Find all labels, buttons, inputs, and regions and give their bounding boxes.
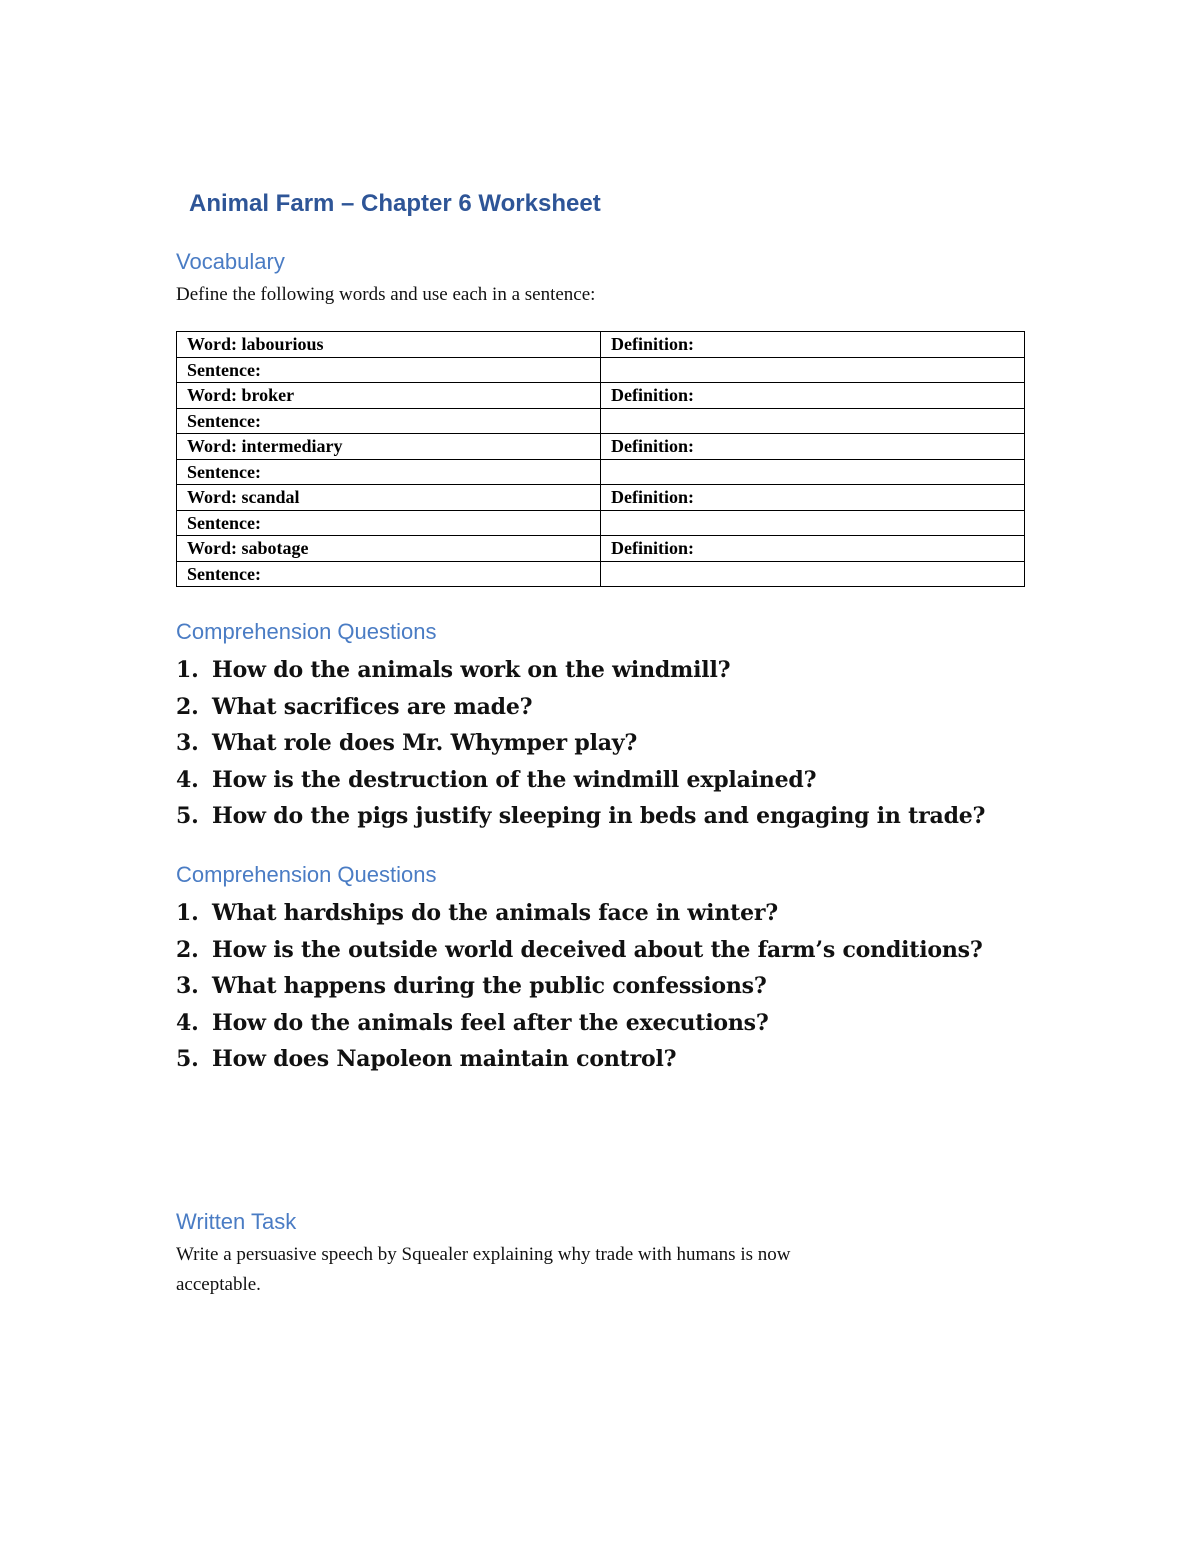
definition-cell: Definition: (601, 536, 1025, 562)
table-row (177, 561, 1025, 587)
empty-cell (601, 510, 1025, 536)
vocabulary-heading: Vocabulary (176, 249, 285, 274)
empty-cell (601, 561, 1025, 587)
table-row (177, 510, 1025, 536)
empty-cell (601, 408, 1025, 434)
list-item: 3. What happens during the public confessions? (176, 973, 767, 1000)
table-row (177, 383, 1025, 409)
table-row (177, 485, 1025, 511)
vocabulary-table (176, 331, 1025, 587)
definition-cell: Definition: (601, 434, 1025, 460)
sentence-cell: Sentence: (177, 459, 601, 485)
list-item: 3. What role does Mr. Whymper play? (176, 730, 638, 757)
sentence-cell: Sentence: (177, 408, 601, 434)
definition-cell: Definition: (601, 383, 1025, 409)
list-item: 2. What sacrifices are made? (176, 693, 533, 720)
word-cell: Word: labourious (177, 332, 601, 358)
list-item: 4. How do the animals feel after the executions? (176, 1009, 769, 1036)
empty-cell (601, 357, 1025, 383)
list-item: 5. How do the pigs justify sleeping in beds and engaging in trade? (176, 803, 986, 830)
word-cell: Word: broker (177, 383, 601, 409)
comprehension-list-1 (176, 652, 985, 835)
comprehension-heading-2: Comprehension Questions (176, 862, 437, 887)
definition-cell: Definition: (601, 332, 1025, 358)
word-cell: Word: scandal (177, 485, 601, 511)
list-item: 5. How does Napoleon maintain control? (176, 1046, 677, 1073)
table-row (177, 434, 1025, 460)
list-item: 4. How is the destruction of the windmill explained? (176, 766, 817, 793)
list-item: 1. What hardships do the animals face in winter? (176, 900, 778, 926)
table-row (177, 332, 1025, 358)
word-cell: Word: sabotage (177, 536, 601, 562)
table-row (177, 357, 1025, 383)
word-cell: Word: intermediary (177, 434, 601, 460)
vocabulary-instruction: Define the following words and use each in a sentence: (176, 284, 596, 305)
list-item: 1. How do the animals work on the windmill? (176, 657, 731, 683)
comprehension-heading-1: Comprehension Questions (176, 619, 437, 644)
empty-cell (601, 459, 1025, 485)
written-task-heading: Written Task (176, 1209, 297, 1234)
sentence-cell: Sentence: (177, 357, 601, 383)
page-title: Animal Farm – Chapter 6 Worksheet (189, 190, 601, 217)
sentence-cell: Sentence: (177, 510, 601, 536)
definition-cell: Definition: (601, 485, 1025, 511)
list-item: 2. How is the outside world deceived about the farm’s conditions? (176, 936, 983, 963)
table-row (177, 459, 1025, 485)
sentence-cell: Sentence: (177, 561, 601, 587)
written-task-line-2: acceptable. (176, 1274, 261, 1295)
comprehension-list-2 (176, 895, 983, 1078)
table-row (177, 408, 1025, 434)
table-row (177, 536, 1025, 562)
written-task-line-1: Write a persuasive speech by Squealer explaining why trade with humans is now (176, 1244, 791, 1265)
